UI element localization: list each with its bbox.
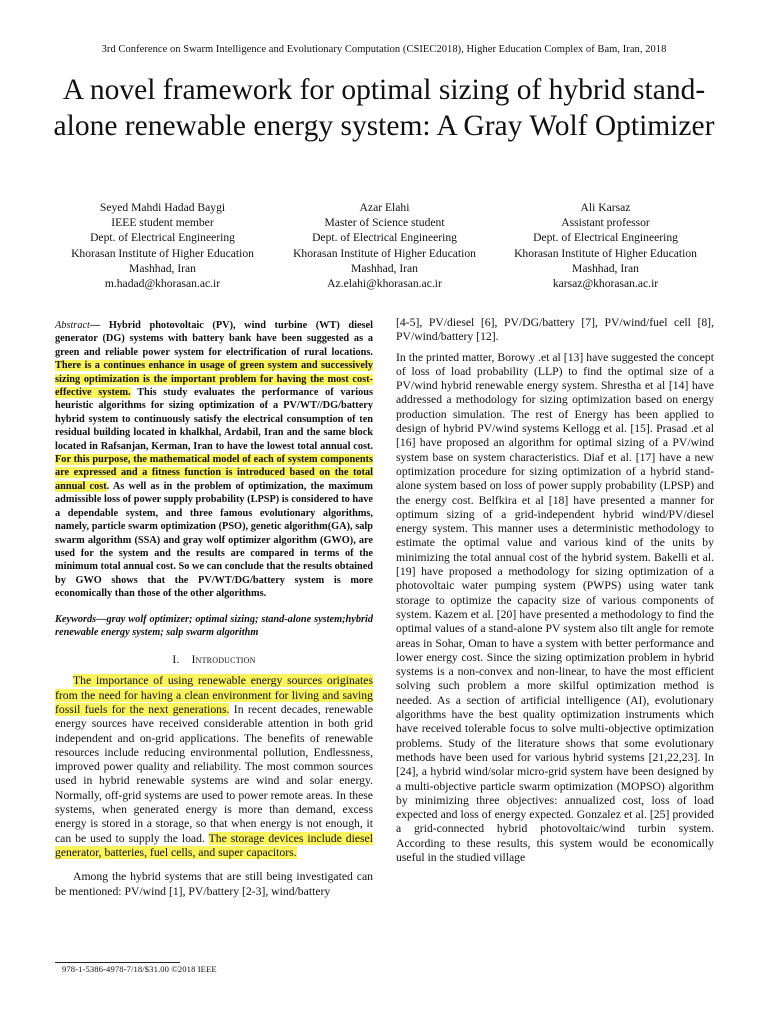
intro-highlight: The storage devices include diesel generator, batteries, fuel cells, and super capacitors. bbox=[55, 831, 373, 859]
abstract-text: . As well as in the problem of optimization, the maximum admissible loss of power supply probability (LPSP) is considered to have a dependable system, and three famous evolutionary algorithms, namely, particle swarm optimization (PSO), genetic algorithm(GA), salp swarm algorithm (SSA) and gray wolf optimizer algorithm (GWO), are used for the system and the results are compared in terms of the minimum total annual cost. So we can conclude that the results obtained by GWO shows that the PV/WT/DG/battery system is more economically than those of the other algorithms. bbox=[55, 480, 373, 600]
author-role: Assistant professor bbox=[561, 216, 650, 230]
section-title: Introduction bbox=[191, 653, 256, 667]
intro-text: In recent decades, renewable energy sources have received considerable attention in both grid independent and on-grid applications. The benefits of renewable resources include reducing environmental pollution, Endlessness, improved power quality and reliability. The most common sources used in hybrid renewable systems are wind and solar energy. Normally, off-grid systems are used to power remote areas. In these systems, when generated energy is more than demand, excess energy is stored in a storage, so that when energy is not enough, it can be used to supply the load. bbox=[55, 702, 373, 845]
left-column bbox=[55, 319, 373, 899]
author-3 bbox=[493, 200, 718, 291]
author-institution: Khorasan Institute of Higher Education bbox=[71, 246, 254, 260]
abstract bbox=[55, 319, 373, 601]
intro-paragraph-2: Among the hybrid systems that are still being investigated can be mentioned: PV/wind [1], PV/battery [2-3], wind/battery bbox=[55, 870, 373, 898]
abstract-highlight: For this purpose, the mathematical model of each of system components are expressed and a fitness function is introduced based on the total annual cost bbox=[55, 454, 373, 492]
author-location: Mashhad, Iran bbox=[572, 261, 639, 275]
copyright-footer: 978-1-5386-4978-7/18/$31.00 ©2018 IEEE bbox=[62, 964, 217, 974]
author-institution: Khorasan Institute of Higher Education bbox=[293, 246, 476, 260]
footer-divider bbox=[55, 962, 180, 963]
continued-paragraph: [4-5], PV/diesel [6], PV/DG/battery [7], PV/wind/fuel cell [8], PV/wind/battery [12]. bbox=[396, 316, 714, 344]
keywords: Keywords—gray wolf optimizer; optimal sizing; stand-alone system;hybrid renewable energy system; salp swarm algorithm bbox=[55, 613, 373, 638]
abstract-text: This study evaluates the performance of various heuristic algorithms for sizing optimization of a PV/WT//DG/battery hybrid system to continuously satisfy the electrical consumption of ten residual building located in khalkhal, Ardabil, Iran and the same block located in Rafsanjan, Kerman, Iran to have the lowest total annual cost. bbox=[55, 387, 374, 452]
right-column bbox=[396, 316, 714, 865]
intro-highlight: The importance of using renewable energy sources originates from the need for having a clean environment for living and saving fossil fuels for the next generations. bbox=[55, 674, 373, 716]
author-name: Azar Elahi bbox=[359, 201, 410, 214]
literature-review-paragraph: In the printed matter, Borowy .et al [13] have suggested the concept of loss of load probability (LLP) to find the optimal size of a PV/wind hybrid renewable energy system. Shrestha et al [14] have addressed a methodology for sizing optimization based on energy production simulation. The rest of Energy has been applied to design of hybrid PV/wind systems Kellogg et al. [15]. Prasad .et al [16] have proposed an algorithm for optimal sizing of a PV/wind system base on system characteristics. Diaf et al. [17] have a new optimization procedure for sizing optimization of a hybrid stand-alone system based on loss of power supply probability (LPSP) and the energy cost. Belfkira et al [18] have presented a manner for optimum sizing of a grid-independent hybrid wind/PV/diesel energy system. This manner uses a deterministic methodology to estimate the optimal value and various kind of the units by minimizing the total annual cost of the hybrid system. Bakelli et al. [19] have proposed a methodology for sizing optimization of a photovoltaic water pumping system (PWPS) using water tank storage to optimize the capacity size of various components of system. Kazem et al. [20] have presented a methodology to find the optimal values of a stand-alone PV system also tilt angle for remote areas in Sohar, Oman to have a system with better performance and lower energy cost. Since the sizing optimization problem in hybrid systems is a non-convex and non-linear, to have the most efficient solving such problem a more skilful optimization method is needed. As a section of artificial intelligence (AI), evolutionary algorithms have the best quality optimization instruments which have received tolerable focus to solve multi-objective optimization problems. Study of the literature shows that some evolutionary methods have been used for various hybrid systems [21,22,23]. In [24], a hybrid wind/solar micro-grid system have been designed by a multi-objective particle swarm optimization (MOPSO) algorithm by minimizing three objectives: annualized cost, loss of load expected and loss of energy expected. Gonzalez et al. [25] provided a grid-connected hybrid photovoltaic/wind turbin system. According to these results, this system would be economically useful in the studied village bbox=[396, 350, 714, 864]
author-dept: Dept. of Electrical Engineering bbox=[533, 231, 678, 245]
author-1 bbox=[50, 200, 275, 291]
section-number: I. bbox=[172, 653, 180, 667]
conference-header: 3rd Conference on Swarm Intelligence and Evolutionary Computation (CSIEC2018), Higher Education Complex of Bam, Iran, 2018 bbox=[101, 44, 667, 55]
section-heading bbox=[55, 653, 373, 666]
author-email[interactable]: m.hadad@khorasan.ac.ir bbox=[104, 277, 221, 291]
author-name: Seyed Mahdi Hadad Baygi bbox=[99, 201, 226, 214]
paper-title: A novel framework for optimal sizing of hybrid stand-alone renewable energy system: A Gray Wolf Optimizer bbox=[53, 74, 715, 142]
author-location: Mashhad, Iran bbox=[351, 261, 418, 275]
author-email[interactable]: Az.elahi@khorasan.ac.ir bbox=[327, 277, 442, 291]
author-location: Mashhad, Iran bbox=[129, 261, 196, 275]
abstract-text: Hybrid photovoltaic (PV), wind turbine (WT) diesel generator (DG) systems with battery bank have been suggested as a green and reliable power system for electrification of rural locations. bbox=[55, 320, 373, 358]
abstract-highlight: There is a continues enhance in usage of green system and successively sizing optimization is the important problem for having the most cost-effective system. bbox=[55, 360, 373, 399]
author-role: Master of Science student bbox=[324, 216, 445, 230]
author-name: Ali Karsaz bbox=[580, 201, 631, 214]
author-email[interactable]: karsaz@khorasan.ac.ir bbox=[552, 277, 659, 291]
author-role: IEEE student member bbox=[111, 216, 214, 230]
author-dept: Dept. of Electrical Engineering bbox=[90, 231, 235, 245]
author-2 bbox=[272, 200, 497, 291]
abstract-dash: — bbox=[89, 320, 109, 331]
intro-paragraph bbox=[55, 674, 373, 860]
author-institution: Khorasan Institute of Higher Education bbox=[514, 246, 697, 260]
author-dept: Dept. of Electrical Engineering bbox=[312, 231, 457, 245]
abstract-label: Abstract bbox=[55, 320, 90, 331]
